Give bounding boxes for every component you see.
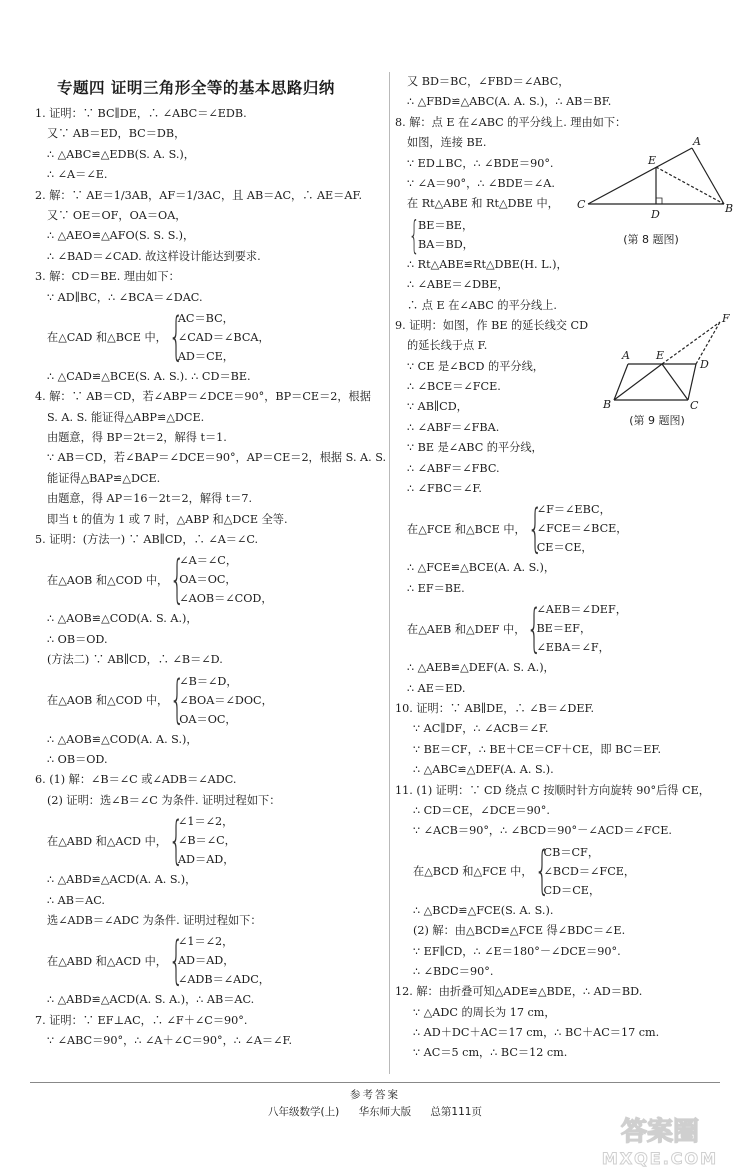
text-line: 又 BD＝BC，∠FBD＝∠ABC，	[407, 75, 570, 88]
text-line: (2) 解：由△BCD≌△FCE 得∠BDC＝∠E.	[413, 924, 626, 938]
system-line: ∠A＝∠C，	[179, 554, 238, 568]
figure-9-diagram	[598, 312, 738, 410]
system-line: ∠1＝∠2，	[177, 935, 234, 949]
text-line: 又∵ AB＝ED，BC＝DB，	[47, 127, 186, 141]
watermark-logo	[580, 1110, 740, 1170]
equation-system	[395, 600, 725, 657]
footer-grade: 八年级数学(上)	[268, 1106, 340, 1118]
label-c: C	[577, 198, 586, 211]
text-line: 12. 解：由折叠可知△ADE≌△BDE，∴ AD＝BD.	[395, 985, 643, 999]
text-line: ∴ ∠BCE＝∠FCE.	[407, 380, 501, 394]
system-line: BA＝BD，	[418, 237, 474, 251]
text-line: (方法二) ∵ AB∥CD，∴ ∠B＝∠D.	[47, 653, 223, 667]
watermark-graphic	[580, 1110, 740, 1170]
problem-4	[35, 387, 385, 530]
label-b: B	[725, 202, 734, 215]
system-line: ∠BCD＝∠FCE，	[543, 864, 636, 878]
text-line: ∵ AC＝5 cm，∴ BC＝12 cm.	[413, 1046, 568, 1060]
text-line: ∴ OB＝OD.	[47, 632, 108, 646]
system-line: ∠EBA＝∠F，	[536, 641, 610, 655]
system-line: OA＝OC，	[179, 573, 237, 587]
text-line: (2) 证明：选∠B＝∠C 为条件. 证明过程如下：	[47, 793, 281, 807]
problem-7-continued	[395, 72, 725, 113]
system-lead: 在△AOB 和△COD 中，	[47, 694, 169, 708]
column-divider	[389, 72, 390, 1074]
equation-system	[35, 812, 385, 869]
left-brace: {	[168, 810, 184, 871]
equation-system	[35, 309, 385, 366]
left-column	[35, 70, 385, 1052]
left-brace: {	[527, 598, 543, 659]
text-line: 即当 t 的值为 1 或 7 时，△ABP 和△DCE 全等.	[47, 512, 288, 526]
text-line: ∴ 点 E 在∠ABC 的平分线上.	[407, 298, 557, 312]
text-line: ∴ OB＝OD.	[47, 752, 108, 766]
left-brace: {	[527, 498, 543, 559]
system-line: ∠BOA＝∠DOC，	[179, 693, 273, 707]
segment-ab	[692, 148, 724, 204]
text-line: ∴ EF＝BE.	[407, 581, 465, 595]
text-line: ∵ ED⊥BC，∴ ∠BDE＝90°.	[407, 156, 554, 170]
text-line: 3. 解：CD＝BE. 理由如下：	[35, 270, 180, 284]
problem-7	[35, 1011, 385, 1052]
text-line: ∴ △AEO≌△AFO(S. S. S.)，	[47, 229, 195, 243]
text-line: 的延长线于点 F.	[407, 339, 488, 353]
system-lead: 在△ABD 和△ACD 中，	[47, 954, 167, 968]
text-line: ∵ EF∥CD，∴ ∠E＝180°－∠DCE＝90°.	[413, 944, 621, 958]
text-line: ∴ ∠ABF＝∠FBC.	[407, 461, 500, 475]
text-line: ∴ CD＝CE，∠DCE＝90°.	[413, 803, 550, 817]
equation-system	[35, 932, 385, 989]
system-line: ∠F＝∠EBC，	[536, 503, 611, 517]
system-line: AD＝AD，	[177, 954, 235, 968]
text-line: 11. (1) 证明：∵ CD 绕点 C 按顺时针方向旋转 90°后得 CE，	[395, 783, 710, 797]
text-line: ∴ △CAD≌△BCE(S. A. S.). ∴ CD＝BE.	[47, 369, 251, 383]
system-lead: 在△BCD 和△FCE 中，	[413, 865, 533, 879]
text-line: ∴ △AOB≌△COD(A. A. S.)，	[47, 732, 198, 746]
system-line: CE＝CE，	[536, 541, 593, 555]
equation-system	[395, 843, 725, 900]
segment-ca	[588, 148, 692, 204]
text-line: ∵ AB＝CD，若∠BAP＝∠DCE＝90°，AP＝CE＝2，根据 S. A. S.	[47, 451, 387, 465]
equation-system	[35, 551, 385, 608]
text-line: ∴ ∠FBC＝∠F.	[407, 482, 482, 496]
problem-11	[395, 781, 725, 983]
figure-8-caption: (第 8 题图)	[623, 233, 679, 246]
system-lead: 在△CAD 和△BCE 中，	[47, 331, 167, 345]
text-line: 1. 证明：∵ BC∥DE，∴ ∠ABC＝∠EDB.	[35, 107, 247, 120]
text-line: ∴ ∠BDC＝90°.	[413, 964, 494, 978]
label-e: E	[648, 154, 657, 167]
system-line: AC＝BC，	[177, 311, 234, 325]
system-line: ∠AEB＝∠DEF，	[536, 603, 627, 617]
text-line: 在 Rt△ABE 和 Rt△DBE 中，	[407, 197, 559, 211]
segment-ef-dashed	[662, 322, 720, 364]
system-line: ∠CAD＝∠BCA，	[177, 330, 270, 344]
text-line: ∴ △BCD≌△FCE(S. A. S.).	[413, 903, 554, 917]
system-lead: 在△AOB 和△COD 中，	[47, 573, 169, 587]
system-line: AD＝AD，	[177, 853, 235, 867]
text-line: ∵ ∠ABC＝90°，∴ ∠A＋∠C＝90°，∴ ∠A＝∠F.	[47, 1034, 293, 1048]
problem-12	[395, 982, 725, 1064]
text-line: 4. 解：∵ AB＝CD，若∠ABP＝∠DCE＝90°，BP＝CE＝2，根据	[35, 390, 371, 404]
system-line: ∠B＝∠D，	[179, 674, 238, 688]
section-title: 专题四 证明三角形全等的基本思路归纳	[57, 79, 335, 97]
system-line: ∠B＝∠C，	[177, 834, 236, 848]
label-e: E	[656, 349, 665, 362]
problem-3	[35, 267, 385, 387]
text-line: ∴ △ABC≌△EDB(S. A. S.)，	[47, 147, 195, 161]
system-line: OA＝OC，	[179, 712, 237, 726]
text-line: ∵ CE 是∠BCD 的平分线，	[407, 359, 544, 373]
label-d: D	[700, 358, 709, 371]
label-a: A	[693, 135, 701, 148]
footer-title: 参考答案	[350, 1089, 400, 1101]
system-lead: 在△AEB 和△DEF 中，	[407, 622, 526, 636]
left-brace: {	[168, 930, 184, 991]
text-line: ∴ ∠ABE＝∠DBE，	[407, 278, 509, 292]
system-line: BE＝BE，	[418, 218, 474, 232]
text-line: ∴ △FCE≌△BCE(A. A. S.)，	[407, 561, 556, 575]
watermark-url: MXQE.COM	[601, 1149, 719, 1168]
left-brace: {	[168, 307, 184, 368]
footer-page-number: 总第111页	[430, 1106, 482, 1118]
right-angle-mark	[656, 198, 662, 204]
text-line: S. A. S. 能证得△ABP≌△DCE.	[47, 410, 205, 424]
text-line: ∴ △AEB≌△DEF(A. S. A.)，	[407, 661, 555, 675]
figure-8	[574, 134, 734, 244]
label-c: C	[690, 399, 699, 410]
text-line: 选∠ADB＝∠ADC 为条件. 证明过程如下：	[47, 913, 262, 927]
text-line: ∴ ∠BAD＝∠CAD. 故这样设计能达到要求.	[47, 249, 261, 263]
text-line: ∵ AC∥DF，∴ ∠ACB＝∠F.	[413, 722, 549, 736]
segment-dc	[688, 364, 696, 400]
system-line: ∠FCE＝∠BCE，	[536, 522, 628, 536]
equation-system	[35, 672, 385, 729]
label-f: F	[722, 312, 730, 325]
figure-9	[598, 312, 738, 432]
figure-8-diagram	[574, 134, 734, 229]
label-b: B	[603, 398, 612, 410]
problem-2	[35, 186, 385, 268]
text-line: ∵ BE＝CF，∴ BE＋CE＝CF＋CE，即 BC＝EF.	[413, 742, 662, 756]
text-line: 由题意，得 AP＝16－2t＝2，解得 t＝7.	[47, 492, 253, 506]
text-line: 5. 证明：(方法一) ∵ AB∥CD，∴ ∠A＝∠C.	[35, 533, 259, 547]
system-line: ∠AOB＝∠COD，	[179, 592, 273, 606]
label-d: D	[651, 208, 660, 221]
text-line: 又∵ OE＝OF，OA＝OA，	[47, 208, 187, 222]
problem-6	[35, 770, 385, 1010]
text-line: 9. 证明：如图，作 BE 的延长线交 CD	[395, 318, 589, 332]
system-line: BE＝EF，	[536, 622, 592, 636]
text-line: ∴ △ABD≌△ACD(A. A. S.)，	[47, 873, 197, 887]
system-line: CD＝CE，	[543, 883, 601, 897]
figure-9-caption: (第 9 题图)	[629, 414, 685, 427]
system-line: ∠ADB＝∠ADC，	[177, 973, 270, 987]
text-line: ∴ AE＝ED.	[407, 681, 466, 695]
text-line: 2. 解：∵ AE＝1/3AB，AF＝1/3AC，且 AB＝AC，∴ AE＝AF.	[35, 188, 363, 202]
watermark-text: 答案圈	[620, 1117, 700, 1147]
text-line: ∴ AB＝AC.	[47, 893, 105, 907]
text-line: ∴ Rt△ABE≌Rt△DBE(H. L.)，	[407, 257, 568, 271]
text-line: 如图，连接 BE.	[407, 136, 487, 150]
text-line: 由题意，得 BP＝2t＝2，解得 t＝1.	[47, 431, 227, 445]
text-line: ∴ △ABD≌△ACD(A. S. A.)，∴ AB＝AC.	[47, 993, 255, 1007]
text-line: 6. (1) 解：∠B＝∠C 或∠ADB＝∠ADC.	[35, 773, 237, 787]
text-line: ∴ AD＋DC＋AC＝17 cm，∴ BC＋AC＝17 cm.	[413, 1026, 660, 1040]
text-line: ∴ △ABC≌△DEF(A. A. S.).	[413, 763, 554, 777]
problem-1	[35, 104, 385, 186]
system-lead: 在△FCE 和△BCE 中，	[407, 522, 526, 536]
label-a: A	[622, 349, 630, 362]
problem-10	[395, 699, 725, 781]
text-line: ∵ BE 是∠ABC 的平分线，	[407, 441, 543, 455]
text-line: 7. 证明：∵ EF⊥AC，∴ ∠F＋∠C＝90°.	[35, 1013, 248, 1027]
segment-ec	[662, 364, 688, 400]
text-line: ∵ ∠ACB＝90°，∴ ∠BCD＝90°－∠ACD＝∠FCE.	[413, 824, 672, 838]
system-line: ∠1＝∠2，	[177, 815, 234, 829]
text-line: ∴ ∠A＝∠E.	[47, 168, 108, 182]
text-line: ∴ △AOB≌△COD(A. S. A.)，	[47, 612, 198, 626]
text-line: ∴ ∠ABF＝∠FBA.	[407, 420, 500, 434]
left-brace: {	[408, 212, 420, 257]
left-brace: {	[170, 670, 185, 731]
text-line: ∵ AB∥CD，	[407, 400, 468, 414]
footer-publisher: 华东师大版	[358, 1106, 412, 1118]
text-line: 8. 解：点 E 在∠ABC 的平分线上. 理由如下：	[395, 115, 627, 129]
footer-rule	[30, 1082, 720, 1083]
system-line: AD＝CE，	[177, 349, 234, 363]
text-line: ∵ ∠A＝90°，∴ ∠BDE＝∠A.	[407, 176, 555, 190]
system-line: CB＝CF，	[543, 845, 600, 859]
system-lead: 在△ABD 和△ACD 中，	[47, 834, 167, 848]
text-line: ∵ △ADC 的周长为 17 cm，	[413, 1005, 556, 1019]
text-line: ∴ △FBD≌△ABC(A. A. S.)，∴ AB＝BF.	[407, 95, 612, 109]
text-line: 能证得△BAP≌△DCE.	[47, 471, 161, 485]
problem-5	[35, 530, 385, 770]
text-line: 10. 证明：∵ AB∥DE，∴ ∠B＝∠DEF.	[395, 701, 595, 715]
left-brace: {	[170, 549, 185, 610]
left-brace: {	[534, 841, 550, 902]
equation-system	[395, 500, 725, 557]
text-line: ∵ AD∥BC，∴ ∠BCA＝∠DAC.	[47, 290, 203, 304]
